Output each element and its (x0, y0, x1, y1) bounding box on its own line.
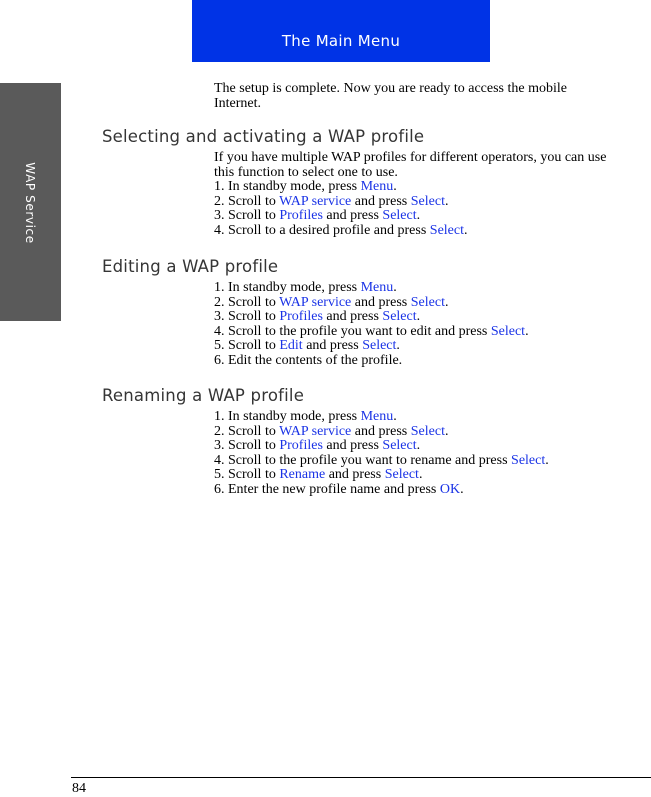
keyword: Select (511, 452, 546, 468)
step-item: 5. Scroll to Rename and press Select. (214, 467, 423, 483)
step-item: 6. Edit the contents of the profile. (214, 352, 403, 368)
keyword: Edit (279, 338, 303, 354)
keyword: Rename (279, 467, 326, 483)
keyword: Menu (360, 280, 394, 295)
keyword: Select (490, 323, 526, 339)
keyword: WAP service (279, 423, 352, 439)
keyword: Select (382, 438, 417, 454)
step-item: 4. Scroll to a desired profile and press Select. (214, 222, 468, 238)
keyword: Select (410, 294, 445, 310)
section-title-selecting: Selecting and activating a WAP profile (102, 127, 425, 146)
side-tab (0, 83, 61, 321)
keyword: Select (429, 222, 464, 238)
section-title-editing: Editing a WAP profile (102, 257, 279, 276)
footer-divider (71, 777, 651, 778)
keyword: Menu (360, 409, 394, 424)
keyword: WAP service (279, 294, 352, 310)
keyword: Select (384, 467, 419, 483)
section-body-editing (214, 281, 614, 369)
step-item: 1. In standby mode, press Menu. (214, 280, 397, 295)
keyword: Profiles (279, 438, 323, 454)
keyword: WAP service (279, 193, 352, 209)
step-item: 2. Scroll to WAP service and press Select. (214, 294, 449, 310)
step-item: 2. Scroll to WAP service and press Select. (214, 423, 449, 439)
step-item: 3. Scroll to Profiles and press Select. (214, 208, 421, 224)
section-body-renaming (214, 410, 614, 498)
keyword: Profiles (279, 208, 323, 224)
keyword: Select (382, 208, 417, 224)
section-title-renaming: Renaming a WAP profile (102, 386, 305, 405)
step-item: 4. Scroll to the profile you want to rename and press Select. (214, 452, 549, 468)
section-lead: If you have multiple WAP profiles for different operators, you can use this function to select one to use. (214, 150, 607, 180)
step-item: 6. Enter the new profile name and press OK. (214, 481, 464, 497)
chapter-header (192, 0, 490, 62)
chapter-title: The Main Menu (281, 32, 401, 50)
keyword: Select (410, 423, 445, 439)
side-tab-label: WAP Service (23, 162, 37, 244)
keyword: Select (362, 338, 397, 354)
keyword: Profiles (279, 309, 323, 325)
keyword: Select (382, 309, 417, 325)
keyword: Menu (360, 179, 394, 195)
intro-paragraph: The setup is complete. Now you are ready to access the mobile Internet. (214, 81, 567, 111)
step-item: 1. In standby mode, press Menu. (214, 409, 397, 424)
step-item: 4. Scroll to the profile you want to edit and press Select. (214, 323, 529, 339)
section-body-selecting (214, 151, 614, 239)
step-item: 5. Scroll to Edit and press Select. (214, 338, 400, 354)
keyword: Select (410, 193, 445, 209)
keyword: OK (439, 481, 461, 497)
step-item: 3. Scroll to Profiles and press Select. (214, 438, 421, 454)
step-item: 2. Scroll to WAP service and press Select. (214, 193, 449, 209)
page-number: 84 (72, 781, 86, 796)
step-item: 1. In standby mode, press Menu. (214, 179, 397, 195)
step-item: 3. Scroll to Profiles and press Select. (214, 309, 421, 325)
